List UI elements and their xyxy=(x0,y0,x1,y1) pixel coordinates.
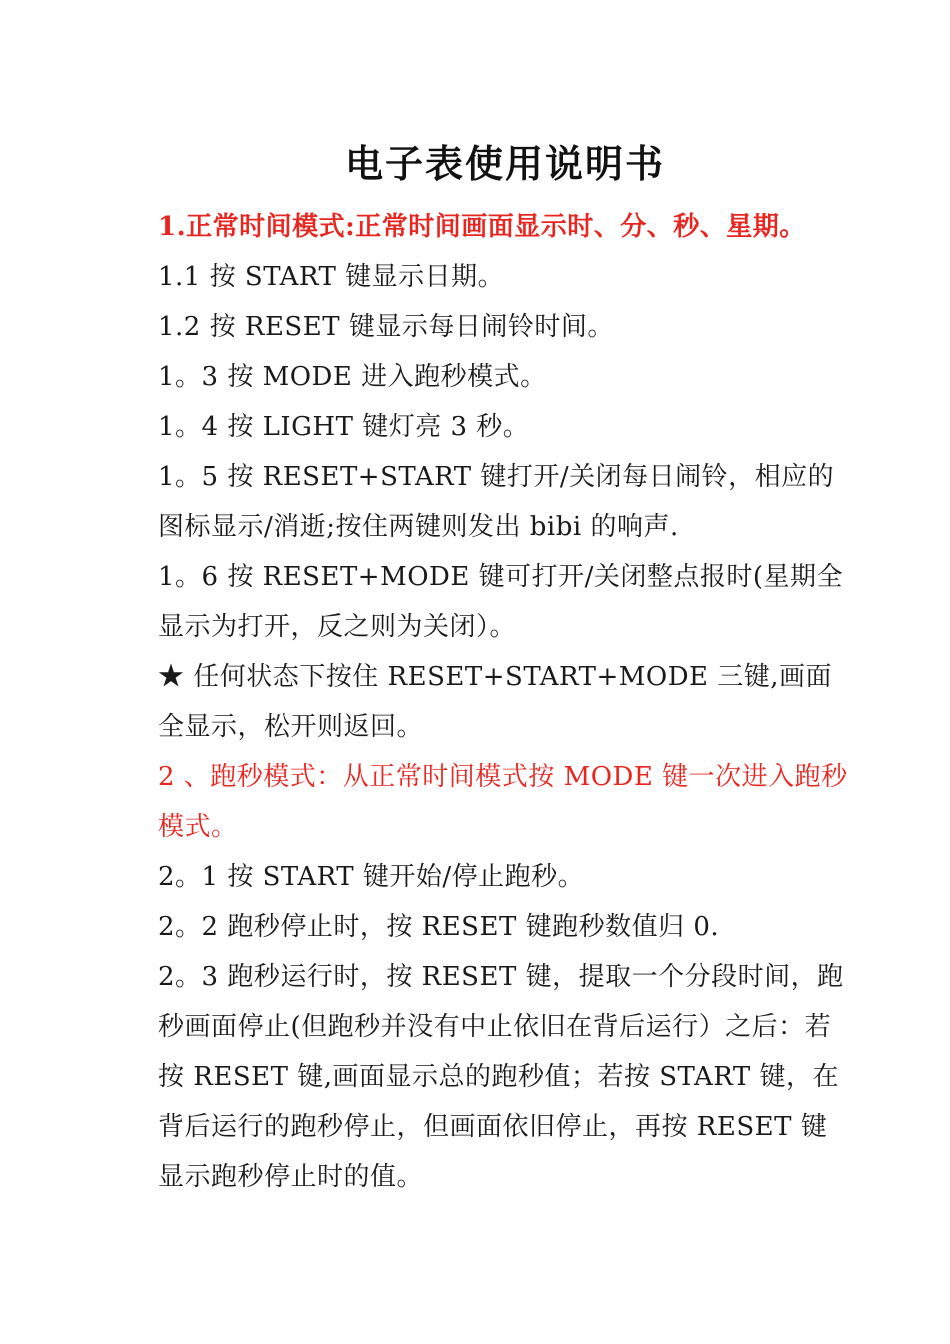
section-1-item-4: 1。4 按 LIGHT 键灯亮 3 秒。 xyxy=(158,412,530,442)
section-1-item-6: 1。6 按 RESET+MODE 键可打开/关闭整点报时(星期全显示为打开，反之则为关闭）。 xyxy=(158,562,844,642)
page-title: 电子表使用说明书 xyxy=(344,141,665,186)
section-1-note: ★ 任何状态下按住 RESET+START+MODE 三键,画面全显示，松开则返回。 xyxy=(158,662,833,742)
section-2-heading: 2 、跑秒模式：从正常时间模式按 MODE 键一次进入跑秒模式。 xyxy=(158,762,848,842)
section-1-item-3: 1。3 按 MODE 进入跑秒模式。 xyxy=(158,362,547,392)
section-2-item-2: 2。2 跑秒停止时，按 RESET 键跑秒数值归 0. xyxy=(158,912,720,942)
section-2-item-1: 2。1 按 START 键开始/停止跑秒。 xyxy=(158,862,585,892)
section-1-item-2: 1.2 按 RESET 键显示每日闹铃时间。 xyxy=(158,312,614,342)
section-1-heading: 1.正常时间模式:正常时间画面显示时、分、秒、星期。 xyxy=(158,212,806,242)
document-body xyxy=(158,202,848,1202)
section-1-item-1: 1.1 按 START 键显示日期。 xyxy=(158,262,505,292)
section-2-item-3: 2。3 跑秒运行时，按 RESET 键，提取一个分段时间，跑秒画面停止(但跑秒并没有中止依旧在背后运行）之后：若按 RESET 键,画面显示总的跑秒值；若按 START 键，在背后运行的跑秒停止，但画面依旧停止，再按 RESET 键显示跑秒停止时的值。 xyxy=(158,962,844,1192)
section-1-item-5: 1。5 按 RESET+START 键打开/关闭每日闹铃，相应的图标显示/消逝;按住两键则发出 bibi 的响声. xyxy=(158,462,835,542)
